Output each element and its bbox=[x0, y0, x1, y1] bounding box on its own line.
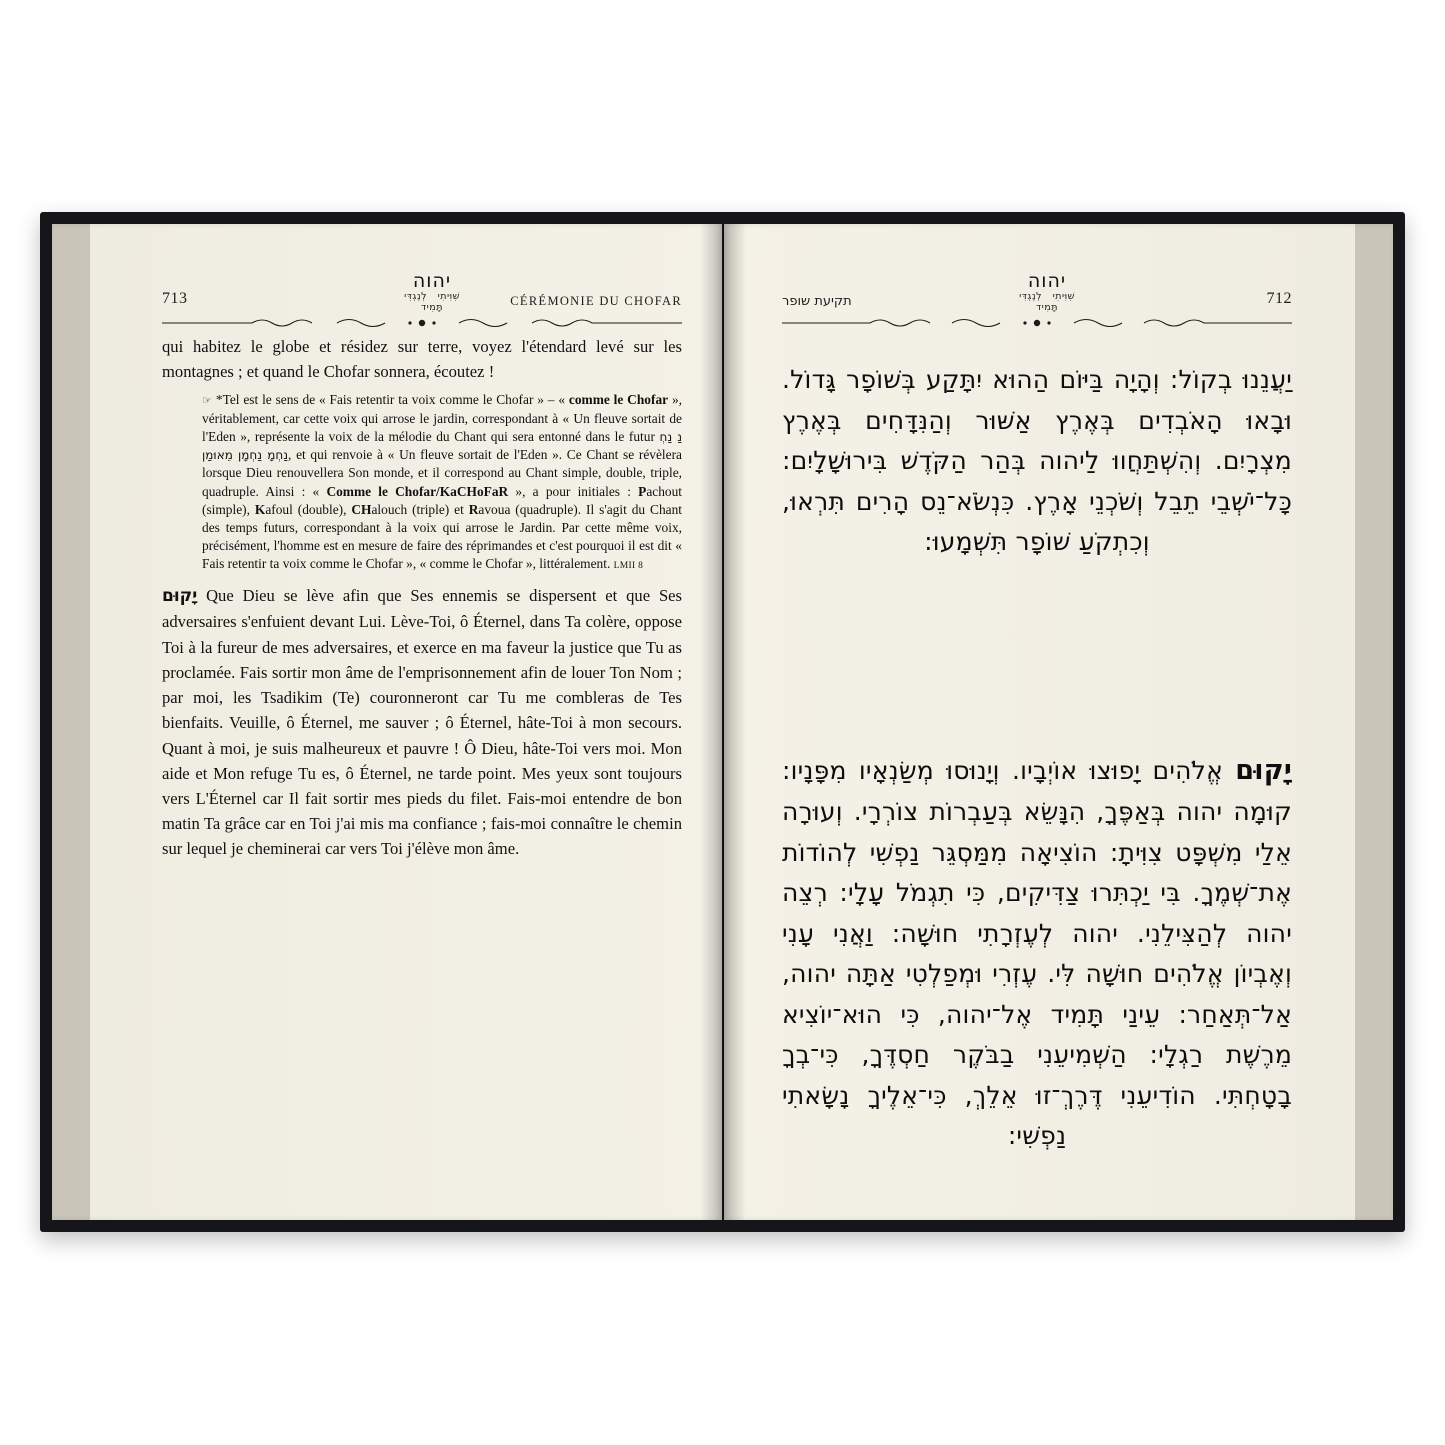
crest-word-lenegdi-left: לְנֶגְדִּי bbox=[404, 291, 428, 302]
crest-word-lenegdi-right: לְנֶגְדִּי bbox=[1019, 291, 1043, 302]
right-page bbox=[724, 224, 1393, 1220]
right-page-header bbox=[782, 272, 1292, 334]
note-bold-6: R bbox=[468, 501, 479, 517]
note-bold-1: comme le Chofar bbox=[568, 392, 669, 408]
paragraph-yakoum bbox=[162, 583, 682, 862]
header-ornament-left bbox=[162, 316, 682, 330]
crest-word-shiviti-right: שִׁוִּיתִי bbox=[1052, 291, 1075, 302]
crest-word-shiviti-left: שִׁוִּיתִי bbox=[437, 291, 460, 302]
running-title-left: CÉRÉMONIE DU CHOFAR bbox=[510, 294, 682, 308]
hebrew-passage-2-lead: יָקוּם bbox=[1235, 754, 1292, 786]
paragraph-yakoum-text: Que Dieu se lève afin que Ses ennemis se dispersent et que Ses adversaires s'enfuient devant Lui. Lève-Toi, ô Éternel, dans Ta colère, oppose Toi à la fureur de mes adversaires, et exerce en ma faveur la justice que Tu as proclamée. Fais sortir mon âme de l'emprisonnement afin de louer Ton Nom ; par moi, les Tsadikim (Te) couronneront car Tu me combleras de Tes bienfaits. Veuille, ô Éternel, me sauver ; ô Éternel, hâte-Toi à mon secours. Quant à moi, je suis malheureux et pauvre ! Ô Dieu, hâte-Toi vers moi. Mon aide et Mon refuge Tu es, ô Éternel, ne tarde point. Mes yeux sont toujours vers L'Éternel car Il fait sortir mes pieds du filet. Fais-moi entendre de bon matin Ta grâce car en Toi j'ai mis ma confiance ; fais-moi connaître le chemin sur lequel je cheminerai car vers Toi j'élève mon âme. bbox=[162, 585, 683, 859]
note-text-6: afoul (double), bbox=[265, 501, 352, 517]
note-bold-5: CH bbox=[351, 501, 372, 517]
crest-bottom-right: תָּמִיד bbox=[1035, 301, 1058, 313]
hebrew-passage-2 bbox=[782, 749, 1292, 1157]
header-ornament-right bbox=[782, 316, 1292, 330]
note-reference: LMII 8 bbox=[613, 561, 644, 572]
crest-bottom-left: תָּמִיד bbox=[420, 301, 443, 313]
note-text-2: », véritablement, car cette voix qui arrose le jardin, correspondant à « Un fleuve sortait de l'Eden », représente la voix de la mélodie du Chant qui sera entonné dans le futur bbox=[202, 392, 682, 444]
tetragrammaton-right: יהוה bbox=[1027, 270, 1067, 292]
note-text-8: avoua (quadruple). Il s'agit du Chant des temps futurs, correspondant à la voix qui arrose le Jardin. Par cette même voix, précisément, l'homme est en mesure de faire des réprimandes et c'est pourquoi il est dit « Fais retentir ta voix comme le Chofar », « comme le Chofar », littéralement. bbox=[202, 501, 683, 572]
note-hebrew-naNachman: נַ נַחְ נַחְמָ נַחְמָן מֵאוּמַן bbox=[202, 429, 683, 463]
pointing-hand-icon: ☞ bbox=[202, 394, 212, 408]
crest-emblem-right bbox=[932, 272, 1162, 312]
tetragrammaton-left: יהוה bbox=[412, 270, 452, 292]
paragraph-lead-hebrew: יָקוּם bbox=[162, 585, 198, 606]
note-text-7: alouch (triple) et bbox=[371, 501, 469, 517]
hebrew-passage-1: יַעֲנֵנוּ בְקוֹל: וְהָיָה בַּיּוֹם הַהוּא יִתָּקַע בְּשׁוֹפָר גָּדוֹל. וּבָאוּ הָאֹבְדִים בְּאֶרֶץ אַשּׁוּר וְהַנִּדָּחִים בְּאֶרֶץ מִצְרָיִם. וְהִשְׁתַּחֲווּ לַיהוה בְּהַר הַקֹּדֶשׁ בִּירוּשָׁלָיִם: כָּל־יֹשְׁבֵי תֵבֵל וְשֹׁכְנֵי אָרֶץ. כִּנְשֹׂא־נֵס הָרִים תִּרְאוּ, וְכִתְקֹעַ שׁוֹפָר תִּשְׁמָעוּ: bbox=[782, 365, 1292, 556]
left-page-body bbox=[162, 334, 682, 862]
left-page-content bbox=[162, 272, 682, 1180]
note-text-4: », a pour initiales : bbox=[508, 483, 639, 499]
right-page-content bbox=[782, 272, 1292, 1180]
page-number-left: 713 bbox=[162, 290, 188, 307]
paragraph-opening: qui habitez le globe et résidez sur terre, voyez l'étendard levé sur les montagnes ; et quand le Chofar sonnera, écoutez ! bbox=[162, 337, 682, 382]
left-page-header bbox=[162, 272, 682, 334]
open-book bbox=[40, 212, 1405, 1232]
left-page bbox=[52, 224, 722, 1220]
note-text-5: achout (simple), bbox=[202, 483, 683, 517]
note-text-1: *Tel est le sens de « Fais retentir ta voix comme le Chofar » – « bbox=[215, 392, 569, 408]
hebrew-passage-2-text: אֱלֹהִים יָפוּצוּ אוֹיְבָיו. וְיָנוּסוּ מְשַׂנְאָיו מִפָּנָיו: קוּמָה יהוה בְּאַפֶּךָ, הִנָּשֵׂא בְּעַבְרוֹת צוֹרְרָי. וְעוּרָה אֵלַי מִשְׁפָּט צִוִּיתָ: הוֹצִיאָה מִמַּסְגֵּר נַפְשִׁי לְהוֹדוֹת אֶת־שְׁמֶךָ. בִּי יַכְתִּרוּ צַדִּיקִים, כִּי תִגְמֹל עָלָי: רְצֵה יהוה לְהַצִּילֵנִי. יהוה לְעֶזְרָתִי חוּשָׁה: וַאֲנִי עָנִי וְאֶבְיוֹן אֱלֹהִים חוּשָׁה לִּי. עֶזְרִי וּמְפַלְטִי אַתָּה יהוה, אַל־תְּאַחַר: עֵינַי תָּמִיד אֶל־יהוה, כִּי הוּא־יוֹצִיא מֵרֶשֶׁת רַגְלָי: הַשְׁמִיעֵנִי בַבֹּקֶר חַסְדֶּךָ, כִּי־בְךָ בָטָחְתִּי. הוֹדִיעֵנִי דֶּרֶךְ־זוּ אֵלֵךְ, כִּי־אֵלֶיךָ נָשָׂאתִי נַפְשִׁי: bbox=[782, 755, 1292, 1151]
note-bold-4: K bbox=[254, 501, 266, 517]
footnote-block bbox=[162, 391, 682, 573]
note-bold-2: Comme le Chofar/KaCHoFaR bbox=[326, 483, 509, 499]
running-title-right: תקיעת שופר bbox=[782, 294, 852, 309]
note-text-3: , et qui renvoie à « Un fleuve sortait de l'Eden ». Ce Chant se révèlera lorsque Dieu renouvellera Son monde, et il correspond au Chant simple, double, triple, quadruple. Ainsi : « bbox=[202, 447, 682, 499]
crest-sub-right bbox=[932, 292, 1162, 302]
page-number-right: 712 bbox=[1266, 290, 1292, 307]
note-bold-3: P bbox=[638, 483, 647, 499]
